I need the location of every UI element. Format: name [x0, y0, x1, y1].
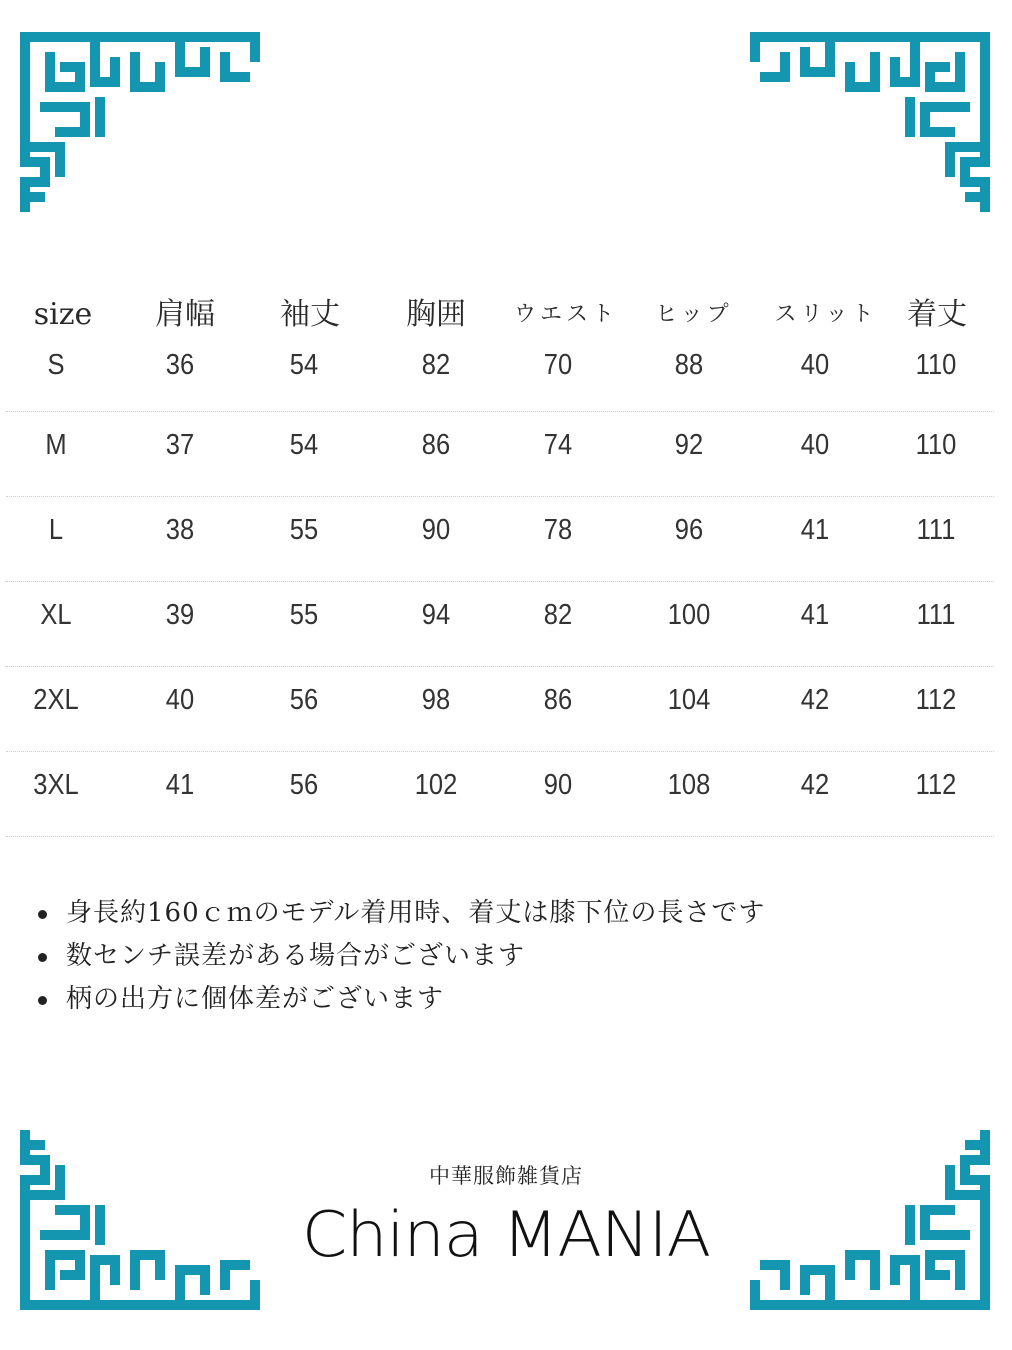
table-cell: 54: [289, 349, 319, 381]
table-cell: 40: [800, 349, 830, 381]
table-cell: 104: [667, 684, 711, 716]
table-cell: 56: [289, 684, 319, 716]
note-item: [38, 892, 765, 935]
table-cell: 74: [543, 429, 573, 461]
notes-list: [38, 892, 765, 1021]
table-cell: 36: [165, 349, 195, 381]
table-cell: 37: [165, 429, 195, 461]
table-cell: 110: [915, 429, 957, 461]
header-hip: ヒップ: [655, 302, 733, 327]
table-cell: 98: [421, 684, 451, 716]
table-cell: 96: [674, 514, 704, 546]
table-cell: 41: [800, 599, 830, 631]
bullet-icon: [38, 996, 47, 1005]
table-cell: 54: [289, 429, 319, 461]
table-cell: 40: [800, 429, 830, 461]
note-text: 身長約160ｃｍのモデル着用時、着丈は膝下位の長さです: [66, 898, 766, 928]
table-cell: 39: [165, 599, 195, 631]
table-cell: 78: [543, 514, 573, 546]
table-cell: 42: [800, 769, 830, 801]
table-cell: 110: [915, 349, 957, 381]
brand-name: China MANIA: [301, 1198, 711, 1271]
fret-pattern-icon: [750, 32, 990, 212]
table-cell: 55: [289, 599, 319, 631]
size-chart-table: [0, 290, 1012, 837]
bullet-icon: [38, 953, 47, 962]
table-cell: 41: [165, 769, 195, 801]
table-row: [0, 582, 1012, 667]
header-length: 着丈: [907, 297, 967, 332]
table-cell: 111: [916, 599, 956, 631]
table-cell: 86: [543, 684, 573, 716]
table-cell: 88: [674, 349, 704, 381]
size-cell: 2XL: [33, 684, 79, 716]
header-shoulder-width: 肩幅: [155, 297, 215, 332]
table-cell: 38: [165, 514, 195, 546]
note-item: [38, 935, 765, 978]
note-item: [38, 978, 765, 1021]
table-cell: 86: [421, 429, 451, 461]
table-cell: 82: [421, 349, 451, 381]
table-cell: 111: [916, 514, 956, 546]
table-row: [0, 412, 1012, 497]
row-divider: [6, 836, 994, 837]
size-cell: XL: [40, 599, 72, 631]
table-cell: 112: [915, 769, 957, 801]
size-cell: S: [47, 349, 65, 381]
table-cell: 112: [915, 684, 957, 716]
table-cell: 92: [674, 429, 704, 461]
table-row: [0, 340, 1012, 412]
table-row: [0, 752, 1012, 837]
table-cell: 82: [543, 599, 573, 631]
brand-logo: [0, 1160, 1012, 1271]
table-cell: 100: [667, 599, 711, 631]
header-sleeve-length: 袖丈: [280, 297, 340, 332]
corner-ornament-top-left: [20, 32, 260, 212]
table-cell: 40: [165, 684, 195, 716]
table-cell: 90: [543, 769, 573, 801]
note-text: 数センチ誤差がある場合がございます: [66, 941, 526, 971]
table-cell: 55: [289, 514, 319, 546]
corner-ornament-top-right: [750, 32, 990, 212]
note-text: 柄の出方に個体差がございます: [66, 984, 445, 1014]
table-cell: 108: [667, 769, 711, 801]
table-cell: 90: [421, 514, 451, 546]
table-header-row: [0, 290, 1012, 340]
fret-pattern-icon: [20, 32, 260, 212]
table-row: [0, 667, 1012, 752]
header-bust: 胸囲: [406, 297, 466, 332]
header-waist: ウエスト: [513, 302, 618, 327]
table-cell: 56: [289, 769, 319, 801]
table-cell: 94: [421, 599, 451, 631]
size-cell: 3XL: [33, 769, 79, 801]
table-cell: 41: [800, 514, 830, 546]
brand-subtitle: 中華服飾雑貨店: [429, 1164, 583, 1188]
table-cell: 42: [800, 684, 830, 716]
table-cell: 102: [414, 769, 458, 801]
size-cell: M: [45, 429, 67, 461]
size-cell: L: [48, 514, 64, 546]
table-row: [0, 497, 1012, 582]
bullet-icon: [38, 910, 47, 919]
header-size: size: [33, 297, 93, 332]
header-slit: スリット: [774, 302, 878, 327]
table-cell: 70: [543, 349, 573, 381]
